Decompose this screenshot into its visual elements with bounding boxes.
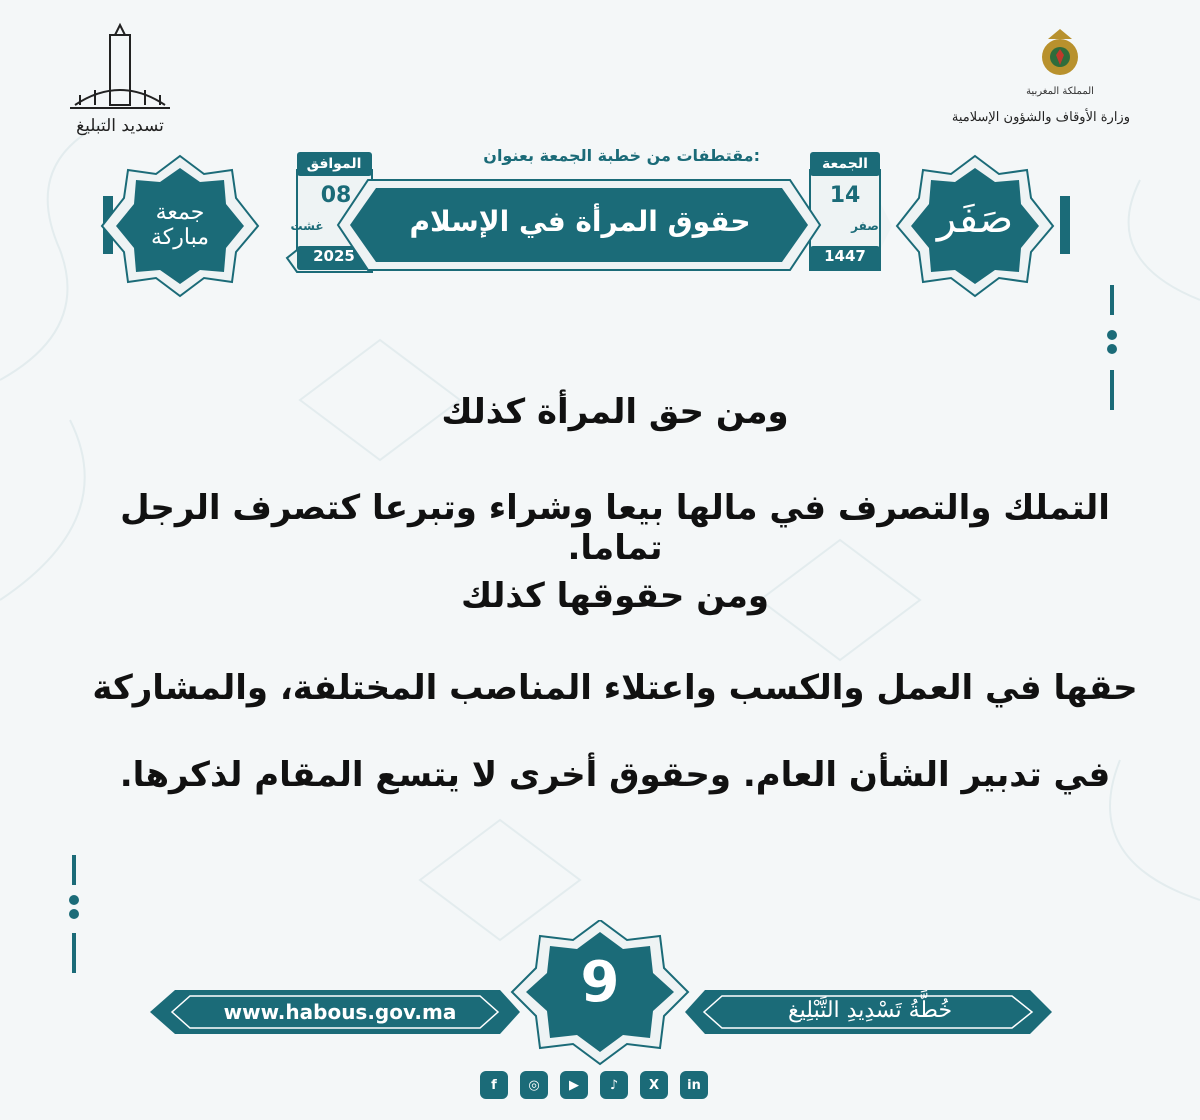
body-line-4: حقها في العمل والكسب واعتلاء المناصب المختلفة، والمشاركة bbox=[92, 668, 1138, 708]
corresponding-label: الموافق bbox=[306, 156, 362, 172]
instagram-icon[interactable]: ◎ bbox=[520, 1071, 548, 1099]
ministry-name: وزارة الأوقاف والشؤون الإسلامية bbox=[951, 110, 1130, 125]
body-line-2: التملك والتصرف في مالها بيعا وشراء وتبرعا كتصرف الرجل تماما. bbox=[120, 488, 1110, 568]
website-link[interactable]: www.habous.gov.ma bbox=[223, 1000, 457, 1024]
jumua-mubaraka: جمعة مباركة bbox=[150, 200, 210, 250]
tiktok-icon[interactable]: ♪ bbox=[600, 1071, 628, 1099]
gregorian-month: غشت bbox=[290, 219, 324, 233]
hijri-year: 1447 bbox=[824, 247, 866, 265]
page-title: حقوق المرأة في الإسلام bbox=[409, 205, 751, 238]
month-calligraphy: صَفَر bbox=[936, 196, 1014, 242]
body-line-1: ومن حق المرأة كذلك bbox=[441, 392, 789, 432]
friday-label: الجمعة bbox=[822, 156, 868, 172]
subtitle: مقتطفات من خطبة الجمعة بعنوان: bbox=[483, 146, 760, 165]
youtube-icon[interactable]: ▶ bbox=[560, 1071, 588, 1099]
kingdom-label: المملكة المغربية bbox=[1026, 86, 1094, 97]
body-line-5: في تدبير الشأن العام. وحقوق أخرى لا يتسع المقام لذكرها. bbox=[119, 755, 1111, 795]
page-number: 9 bbox=[580, 950, 620, 1015]
logo-caption: تسديد التبليغ bbox=[76, 116, 164, 136]
social-icons bbox=[480, 1071, 720, 1099]
hijri-day: 14 bbox=[829, 183, 861, 208]
x-icon[interactable]: X bbox=[640, 1071, 668, 1099]
hijri-month: صفر bbox=[851, 219, 879, 233]
gregorian-day: 08 bbox=[320, 183, 352, 208]
plan-label: خُطَّةُ تَسْدِيدِ التَّبْلِيغ bbox=[787, 998, 953, 1023]
facebook-icon[interactable]: f bbox=[480, 1071, 508, 1099]
body-line-3: ومن حقوقها كذلك bbox=[460, 576, 770, 616]
gregorian-year: 2025 bbox=[313, 247, 355, 265]
linkedin-icon[interactable]: in bbox=[680, 1071, 708, 1099]
